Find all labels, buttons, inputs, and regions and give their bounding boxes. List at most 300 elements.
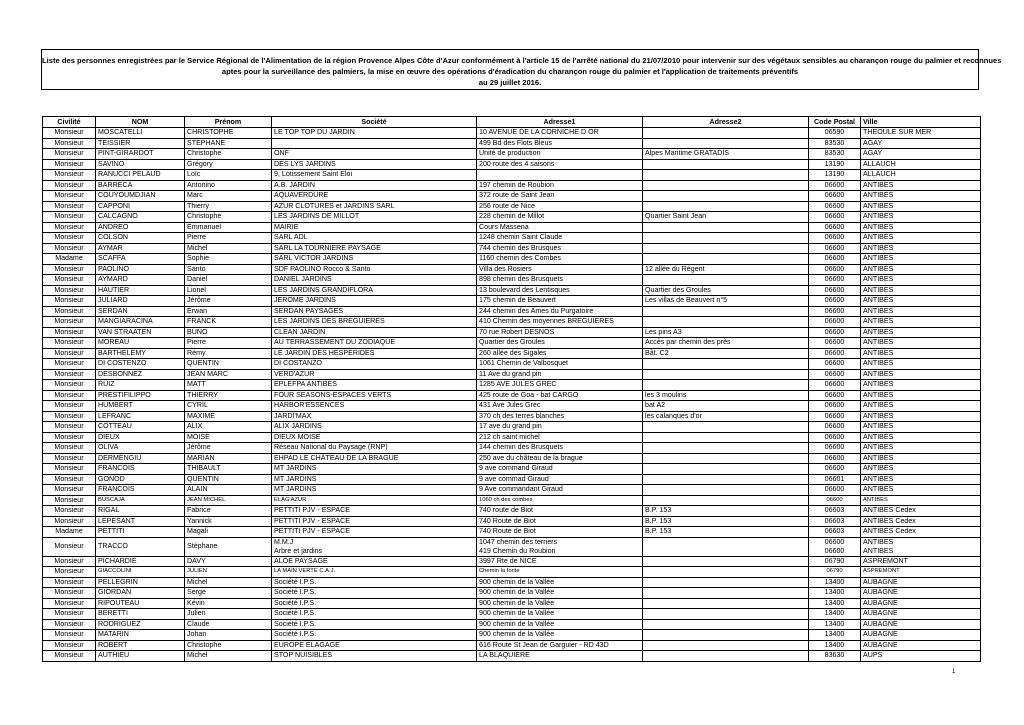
societe-cell: DI COSTANZO <box>272 359 477 370</box>
societe-cell: ALIX JARDINS <box>272 422 477 433</box>
adresse2-cell <box>643 495 809 506</box>
adresse1-cell: 410 Chemin des moyennes BREGUIERES <box>477 317 643 328</box>
adresse2-cell <box>643 380 809 391</box>
nom-cell: TRACCO <box>96 537 185 556</box>
adresse1-cell: 900 chemin de la Vallée <box>477 598 643 609</box>
civilite-cell: Monsieur <box>43 348 96 359</box>
ville-cell: AUBAGNE <box>861 577 981 588</box>
nom-cell: DI COSTENZO <box>96 359 185 370</box>
adresse2-cell <box>643 651 809 662</box>
nom-cell: SERDAN <box>96 306 185 317</box>
civilite-cell: Monsieur <box>43 264 96 275</box>
code-postal-cell: 13190 <box>809 170 861 181</box>
code-postal-cell: 06600 <box>809 327 861 338</box>
adresse1-cell: 740 Route de Biot <box>477 516 643 527</box>
table-row <box>43 191 981 202</box>
prenom-cell: Fabrice <box>185 506 272 517</box>
code-postal-cell: 06600 <box>809 180 861 191</box>
civilite-cell: Monsieur <box>43 170 96 181</box>
code-postal-cell: 06600 <box>809 453 861 464</box>
adresse1-cell: 13 boulevard des Lentisques <box>477 285 643 296</box>
code-postal-cell: 06600 <box>809 285 861 296</box>
societe-cell <box>272 138 477 149</box>
adresse1-cell: 900 chemin de la Vallée <box>477 619 643 630</box>
prenom-cell: Antonino <box>185 180 272 191</box>
nom-cell: FRANCOIS <box>96 485 185 496</box>
adresse1-cell: 3997 Rte de NICE <box>477 556 643 567</box>
adresse1-cell: Cours Massena <box>477 222 643 233</box>
nom-cell: DESBONNEZ <box>96 369 185 380</box>
prenom-cell: CHRISTOPHE <box>185 128 272 139</box>
table-row <box>43 537 981 556</box>
societe-cell: 9, Lotissement Saint Eloi <box>272 170 477 181</box>
societe-cell: VERD'AZUR <box>272 369 477 380</box>
societe-cell: LES JARDINS DES BREGUIERES <box>272 317 477 328</box>
ville-cell: ASPREMONT <box>861 556 981 567</box>
nom-cell: JULIARD <box>96 296 185 307</box>
title-line-3: au 29 juillet 2016. <box>478 78 542 87</box>
ville-cell: AGAY <box>861 138 981 149</box>
prenom-cell: THIBAULT <box>185 464 272 475</box>
code-postal-cell: 06600 <box>809 264 861 275</box>
table-row <box>43 306 981 317</box>
adresse1-cell: 900 chemin de la Vallée <box>477 630 643 641</box>
ville-cell: ANTIBES <box>861 285 981 296</box>
prenom-cell: Jérôme <box>185 296 272 307</box>
ville-cell: ANTIBES <box>861 264 981 275</box>
table-row <box>43 338 981 349</box>
header-adresse2: Adresse2 <box>643 117 809 128</box>
societe-cell: FOUR SEASONS-ESPACES VERTS <box>272 390 477 401</box>
adresse2-cell <box>643 630 809 641</box>
code-postal-cell: 06603 <box>809 516 861 527</box>
adresse2-cell <box>643 485 809 496</box>
prenom-cell: JEAN MARC <box>185 369 272 380</box>
civilite-cell: Monsieur <box>43 285 96 296</box>
ville-cell: ANTIBES <box>861 306 981 317</box>
societe-cell: AZUR CLOTURES et JARDINS SARL <box>272 201 477 212</box>
table-row <box>43 640 981 651</box>
title-line-2: aptes pour la surveillance des palmiers, la mise en œuvre des opérations d'éradication du charançon rouge du palmier et l'application de traitements préventifs <box>221 67 799 76</box>
societe-cell: Société I.P.S. <box>272 619 477 630</box>
prenom-cell: Daniel <box>185 275 272 286</box>
adresse1-cell: 70 rue Robert DESNOS <box>477 327 643 338</box>
civilite-cell: Monsieur <box>43 474 96 485</box>
prenom-cell: Grégory <box>185 159 272 170</box>
societe-cell: AQUAVERDURE <box>272 191 477 202</box>
adresse1-cell: 260 allée des Sigales <box>477 348 643 359</box>
adresse2-cell: Accès par chemin des près <box>643 338 809 349</box>
civilite-cell: Monsieur <box>43 588 96 599</box>
nom-cell: MATARIN <box>96 630 185 641</box>
adresse2-cell <box>643 359 809 370</box>
ville-cell: ANTIBES <box>861 180 981 191</box>
ville-cell: AUBAGNE <box>861 630 981 641</box>
ville-cell: ANTIBES <box>861 201 981 212</box>
code-postal-cell: 06600 <box>809 422 861 433</box>
code-postal-cell: 06600 <box>809 495 861 506</box>
ville-cell: ANTIBES <box>861 233 981 244</box>
nom-cell: PINT-GIRARDOT <box>96 149 185 160</box>
table-row <box>43 495 981 506</box>
adresse2-cell: Alpes Maritime GRATADIS <box>643 149 809 160</box>
code-postal-cell: 06790 <box>809 567 861 578</box>
adresse1-cell: Villa des Rosiers <box>477 264 643 275</box>
societe-cell: SDF PAOLINO Rocco & Santo <box>272 264 477 275</box>
table-row <box>43 567 981 578</box>
adresse1-cell: 898 chemin des Brusquets <box>477 275 643 286</box>
ville-cell: ANTIBES <box>861 453 981 464</box>
title-line-1: Liste des personnes enregistrées par le Service Régional de l'Alimentation de la région Provence Alpes Côte d'Azur conformément à l'article 15 de l'arrêté national du 21/07/2010 pour intervenir sur des végétaux sensibles au charançon rouge du palmier et reconnues <box>42 56 1002 65</box>
code-postal-cell: 06600 <box>809 296 861 307</box>
code-postal-cell: 06600 <box>809 432 861 443</box>
code-postal-cell: 13400 <box>809 588 861 599</box>
adresse1-cell: 1160 chemin des Combes <box>477 254 643 265</box>
civilite-cell: Monsieur <box>43 630 96 641</box>
code-postal-cell: 06600 <box>809 359 861 370</box>
ville-cell: AUBAGNE <box>861 619 981 630</box>
civilite-cell: Monsieur <box>43 233 96 244</box>
table-row <box>43 243 981 254</box>
ville-cell: ANTIBES <box>861 191 981 202</box>
adresse2-cell: Les villas de Beauvert n°5 <box>643 296 809 307</box>
societe-cell: Société I.P.S. <box>272 588 477 599</box>
societe-cell: SARL ADL <box>272 233 477 244</box>
ville-cell: ANTIBES <box>861 432 981 443</box>
table-row <box>43 149 981 160</box>
prenom-cell: Marc <box>185 191 272 202</box>
adresse1-cell: 900 chemin de la Vallée <box>477 588 643 599</box>
nom-cell: AYMARD <box>96 275 185 286</box>
nom-cell: SCAFFA <box>96 254 185 265</box>
prenom-cell: Rémy <box>185 348 272 359</box>
prenom-cell: Claude <box>185 619 272 630</box>
adresse2-cell: Les pins A3 <box>643 327 809 338</box>
nom-cell: GIORDAN <box>96 588 185 599</box>
societe-cell: LES JARDINS DE MILLOT <box>272 212 477 223</box>
adresse2-cell: les calanques d'or <box>643 411 809 422</box>
societe-cell: MT JARDINS <box>272 464 477 475</box>
table-row <box>43 159 981 170</box>
table-row <box>43 422 981 433</box>
adresse2-cell <box>643 443 809 454</box>
header-nom: NOM <box>96 117 185 128</box>
code-postal-cell: 83530 <box>809 138 861 149</box>
code-postal-cell: 13400 <box>809 630 861 641</box>
civilite-cell: Monsieur <box>43 212 96 223</box>
table-row <box>43 275 981 286</box>
code-postal-cell: 06600 <box>809 369 861 380</box>
adresse2-cell <box>643 159 809 170</box>
table-row <box>43 516 981 527</box>
civilite-cell: Monsieur <box>43 243 96 254</box>
prenom-cell: DAVY <box>185 556 272 567</box>
adresse2-cell <box>643 464 809 475</box>
civilite-cell: Monsieur <box>43 327 96 338</box>
nom-cell: COUYOUMDJIAN <box>96 191 185 202</box>
ville-cell: ALLAUCH <box>861 170 981 181</box>
adresse2-cell: B.P. 153 <box>643 516 809 527</box>
adresse2-cell: les 3 moulins <box>643 390 809 401</box>
societe-cell: DANIEL JARDINS <box>272 275 477 286</box>
civilite-cell: Monsieur <box>43 422 96 433</box>
nom-cell: DIEUX <box>96 432 185 443</box>
ville-cell: AUBAGNE <box>861 588 981 599</box>
header-ville: Ville <box>861 117 981 128</box>
ville-cell: ANTIBES <box>861 464 981 475</box>
ville-cell: ANTIBES <box>861 296 981 307</box>
adresse2-cell <box>643 191 809 202</box>
ville-cell: THEOULE SUR MER <box>861 128 981 139</box>
prenom-cell: MARIAN <box>185 453 272 464</box>
civilite-cell: Monsieur <box>43 640 96 651</box>
ville-cell: AUPS <box>861 651 981 662</box>
code-postal-cell: 06600 <box>809 306 861 317</box>
nom-cell: RIGAL <box>96 506 185 517</box>
ville-cell: ANTIBES <box>861 495 981 506</box>
civilite-cell: Monsieur <box>43 598 96 609</box>
ville-cell: ANTIBES <box>861 254 981 265</box>
societe-cell: ONF <box>272 149 477 160</box>
table-row <box>43 212 981 223</box>
nom-cell: PICHARDIE <box>96 556 185 567</box>
civilite-cell: Monsieur <box>43 149 96 160</box>
ville-cell: ANTIBES <box>861 212 981 223</box>
societe-cell: LES JARDINS GRANDIFLORA <box>272 285 477 296</box>
prenom-cell: Serge <box>185 588 272 599</box>
code-postal-cell: 83630 <box>809 651 861 662</box>
societe-cell: EPLEFPA ANTIBES <box>272 380 477 391</box>
adresse1-cell: Quartier des Groules <box>477 338 643 349</box>
adresse2-cell <box>643 619 809 630</box>
table-row <box>43 359 981 370</box>
prenom-cell: QUENTIN <box>185 359 272 370</box>
table-row <box>43 464 981 475</box>
adresse2-cell: B.P. 153 <box>643 527 809 538</box>
nom-cell: ROBERT <box>96 640 185 651</box>
societe-cell: EUROPE ELAGAGE <box>272 640 477 651</box>
prenom-cell: Kévin <box>185 598 272 609</box>
nom-cell: LEFRANC <box>96 411 185 422</box>
header-adresse1: Adresse1 <box>477 117 643 128</box>
adresse1-cell: 200 route des 4 saisons <box>477 159 643 170</box>
adresse2-cell: 12 allée du Régent <box>643 264 809 275</box>
table-header-row <box>43 117 981 128</box>
prenom-cell: ALIX <box>185 422 272 433</box>
nom-cell: MOREAU <box>96 338 185 349</box>
societe-cell: Société I.P.S. <box>272 630 477 641</box>
code-postal-cell: 06590 <box>809 128 861 139</box>
civilite-cell: Monsieur <box>43 369 96 380</box>
civilite-cell: Monsieur <box>43 191 96 202</box>
civilite-cell: Monsieur <box>43 180 96 191</box>
adresse1-cell: 256 route de Nice <box>477 201 643 212</box>
societe-cell: LE TOP TOP DU JARDIN <box>272 128 477 139</box>
code-postal-cell: 06600 <box>809 485 861 496</box>
table-row <box>43 138 981 149</box>
prenom-cell: QUENTIN <box>185 474 272 485</box>
societe-cell: MT JARDINS <box>272 485 477 496</box>
societe-cell: SARL VICTOR JARDINS <box>272 254 477 265</box>
ville-cell: AGAY <box>861 149 981 160</box>
societe-cell: Société I.P.S. <box>272 598 477 609</box>
adresse1-cell: Unité de production <box>477 149 643 160</box>
civilite-cell: Monsieur <box>43 556 96 567</box>
adresse2-cell <box>643 275 809 286</box>
code-postal-cell: 06600 <box>809 401 861 412</box>
table-row <box>43 233 981 244</box>
adresse2-cell <box>643 432 809 443</box>
societe-cell: LE JARDIN DES HESPERIDES <box>272 348 477 359</box>
adresse1-cell: 425 route de Goa - bat CARGO <box>477 390 643 401</box>
societe-cell: MAIRIE <box>272 222 477 233</box>
code-postal-cell: 06600 <box>809 212 861 223</box>
civilite-cell: Monsieur <box>43 411 96 422</box>
adresse1-cell: 1061 Chemin de Valbosquet <box>477 359 643 370</box>
adresse1-cell: 740 Route de Biot <box>477 527 643 538</box>
societe-cell: MT JARDINS <box>272 474 477 485</box>
adresse2-cell <box>643 537 809 556</box>
societe-cell: ELAG'AZUR <box>272 495 477 506</box>
adresse2-cell <box>643 369 809 380</box>
nom-cell: VAN STRAATEN <box>96 327 185 338</box>
civilite-cell: Monsieur <box>43 380 96 391</box>
table-body <box>43 128 981 662</box>
nom-cell: OLIVA <box>96 443 185 454</box>
nom-cell: HUMBERT <box>96 401 185 412</box>
code-postal-cell: 06600 06600 <box>809 537 861 556</box>
prenom-cell: Christophe <box>185 149 272 160</box>
nom-cell: BUSCAJA <box>96 495 185 506</box>
adresse2-cell <box>643 609 809 620</box>
adresse2-cell <box>643 598 809 609</box>
table-row <box>43 327 981 338</box>
prenom-cell: MATT <box>185 380 272 391</box>
adresse1-cell: 740 route de Biot <box>477 506 643 517</box>
societe-cell: LA MAIN VERTE C.A.J. <box>272 567 477 578</box>
civilite-cell: Monsieur <box>43 306 96 317</box>
nom-cell: RANUCCI PELAUD <box>96 170 185 181</box>
prenom-cell: Julien <box>185 609 272 620</box>
adresse1-cell: 9 ave commad Giraud <box>477 474 643 485</box>
adresse2-cell <box>643 474 809 485</box>
nom-cell: BERETTI <box>96 609 185 620</box>
prenom-cell: Sophie <box>185 254 272 265</box>
prenom-cell: Santo <box>185 264 272 275</box>
ville-cell: ANTIBES <box>861 327 981 338</box>
table-row <box>43 432 981 443</box>
prenom-cell: Erwan <box>185 306 272 317</box>
adresse1-cell: LA BLAQUIERE <box>477 651 643 662</box>
ville-cell: ANTIBES <box>861 485 981 496</box>
nom-cell: BARTHELEMY <box>96 348 185 359</box>
adresse1-cell: 144 chemin des Brusquets <box>477 443 643 454</box>
adresse2-cell: B.P. 153 <box>643 506 809 517</box>
adresse2-cell <box>643 243 809 254</box>
prenom-cell: Johan <box>185 630 272 641</box>
civilite-cell: Monsieur <box>43 495 96 506</box>
code-postal-cell: 13400 <box>809 598 861 609</box>
civilite-cell: Monsieur <box>43 401 96 412</box>
prenom-cell: BUNO <box>185 327 272 338</box>
adresse2-cell <box>643 588 809 599</box>
table-row <box>43 348 981 359</box>
prenom-cell: MAXIME <box>185 411 272 422</box>
code-postal-cell: 06600 <box>809 411 861 422</box>
code-postal-cell: 06600 <box>809 201 861 212</box>
code-postal-cell: 06600 <box>809 222 861 233</box>
adresse2-cell <box>643 640 809 651</box>
societe-cell: EHPAD LE CHÂTEAU DE LA BRAGUE <box>272 453 477 464</box>
header-code-postal: Code Postal <box>809 117 861 128</box>
civilite-cell: Monsieur <box>43 222 96 233</box>
adresse1-cell: 431 Ave Jules Grec <box>477 401 643 412</box>
code-postal-cell: 06600 <box>809 191 861 202</box>
prenom-cell: Christophe <box>185 640 272 651</box>
societe-cell: ALOE PAYSAGE <box>272 556 477 567</box>
civilite-cell: Monsieur <box>43 506 96 517</box>
adresse1-cell: 17 ave du grand pin <box>477 422 643 433</box>
ville-cell: ANTIBES <box>861 369 981 380</box>
nom-cell: HAUTIER <box>96 285 185 296</box>
civilite-cell: Monsieur <box>43 390 96 401</box>
code-postal-cell: 06601 <box>809 474 861 485</box>
table-row <box>43 201 981 212</box>
adresse2-cell <box>643 180 809 191</box>
civilite-cell: Monsieur <box>43 464 96 475</box>
ville-cell: ALLAUCH <box>861 159 981 170</box>
adresse2-cell <box>643 138 809 149</box>
adresse2-cell: Quartier des Groules <box>643 285 809 296</box>
nom-cell: PRESTIFILIPPO <box>96 390 185 401</box>
nom-cell: GONOD <box>96 474 185 485</box>
civilite-cell: Monsieur <box>43 567 96 578</box>
prenom-cell: Michel <box>185 651 272 662</box>
adresse2-cell: bat A2 <box>643 401 809 412</box>
code-postal-cell: 06600 <box>809 443 861 454</box>
header-prenom: Prénom <box>185 117 272 128</box>
civilite-cell: Monsieur <box>43 619 96 630</box>
code-postal-cell: 06600 <box>809 464 861 475</box>
civilite-cell: Monsieur <box>43 651 96 662</box>
civilite-cell: Monsieur <box>43 485 96 496</box>
adresse1-cell: 9 Ave commandant Giraud <box>477 485 643 496</box>
code-postal-cell: 06600 <box>809 348 861 359</box>
table-row <box>43 180 981 191</box>
code-postal-cell: 06603 <box>809 527 861 538</box>
societe-cell: Société I.P.S. <box>272 577 477 588</box>
ville-cell: ANTIBES <box>861 443 981 454</box>
nom-cell: DERMENGIU <box>96 453 185 464</box>
nom-cell: CALCAGNO <box>96 212 185 223</box>
prenom-cell: Michel <box>185 577 272 588</box>
ville-cell: AUBAGNE <box>861 609 981 620</box>
adresse2-cell <box>643 306 809 317</box>
adresse2-cell <box>643 422 809 433</box>
nom-cell: MOSCATELLI <box>96 128 185 139</box>
table-row <box>43 170 981 181</box>
code-postal-cell: 13190 <box>809 159 861 170</box>
societe-cell: Société I.P.S. <box>272 609 477 620</box>
societe-cell: AU TERRASSEMENT DU ZODIAQUE <box>272 338 477 349</box>
prenom-cell: MOISE <box>185 432 272 443</box>
ville-cell: ANTIBES <box>861 348 981 359</box>
adresse1-cell: 228 chemin de Millot <box>477 212 643 223</box>
adresse1-cell: 744 chemin des Brusques <box>477 243 643 254</box>
nom-cell: FRANCOIS <box>96 464 185 475</box>
adresse2-cell <box>643 233 809 244</box>
nom-cell: RUIZ <box>96 380 185 391</box>
